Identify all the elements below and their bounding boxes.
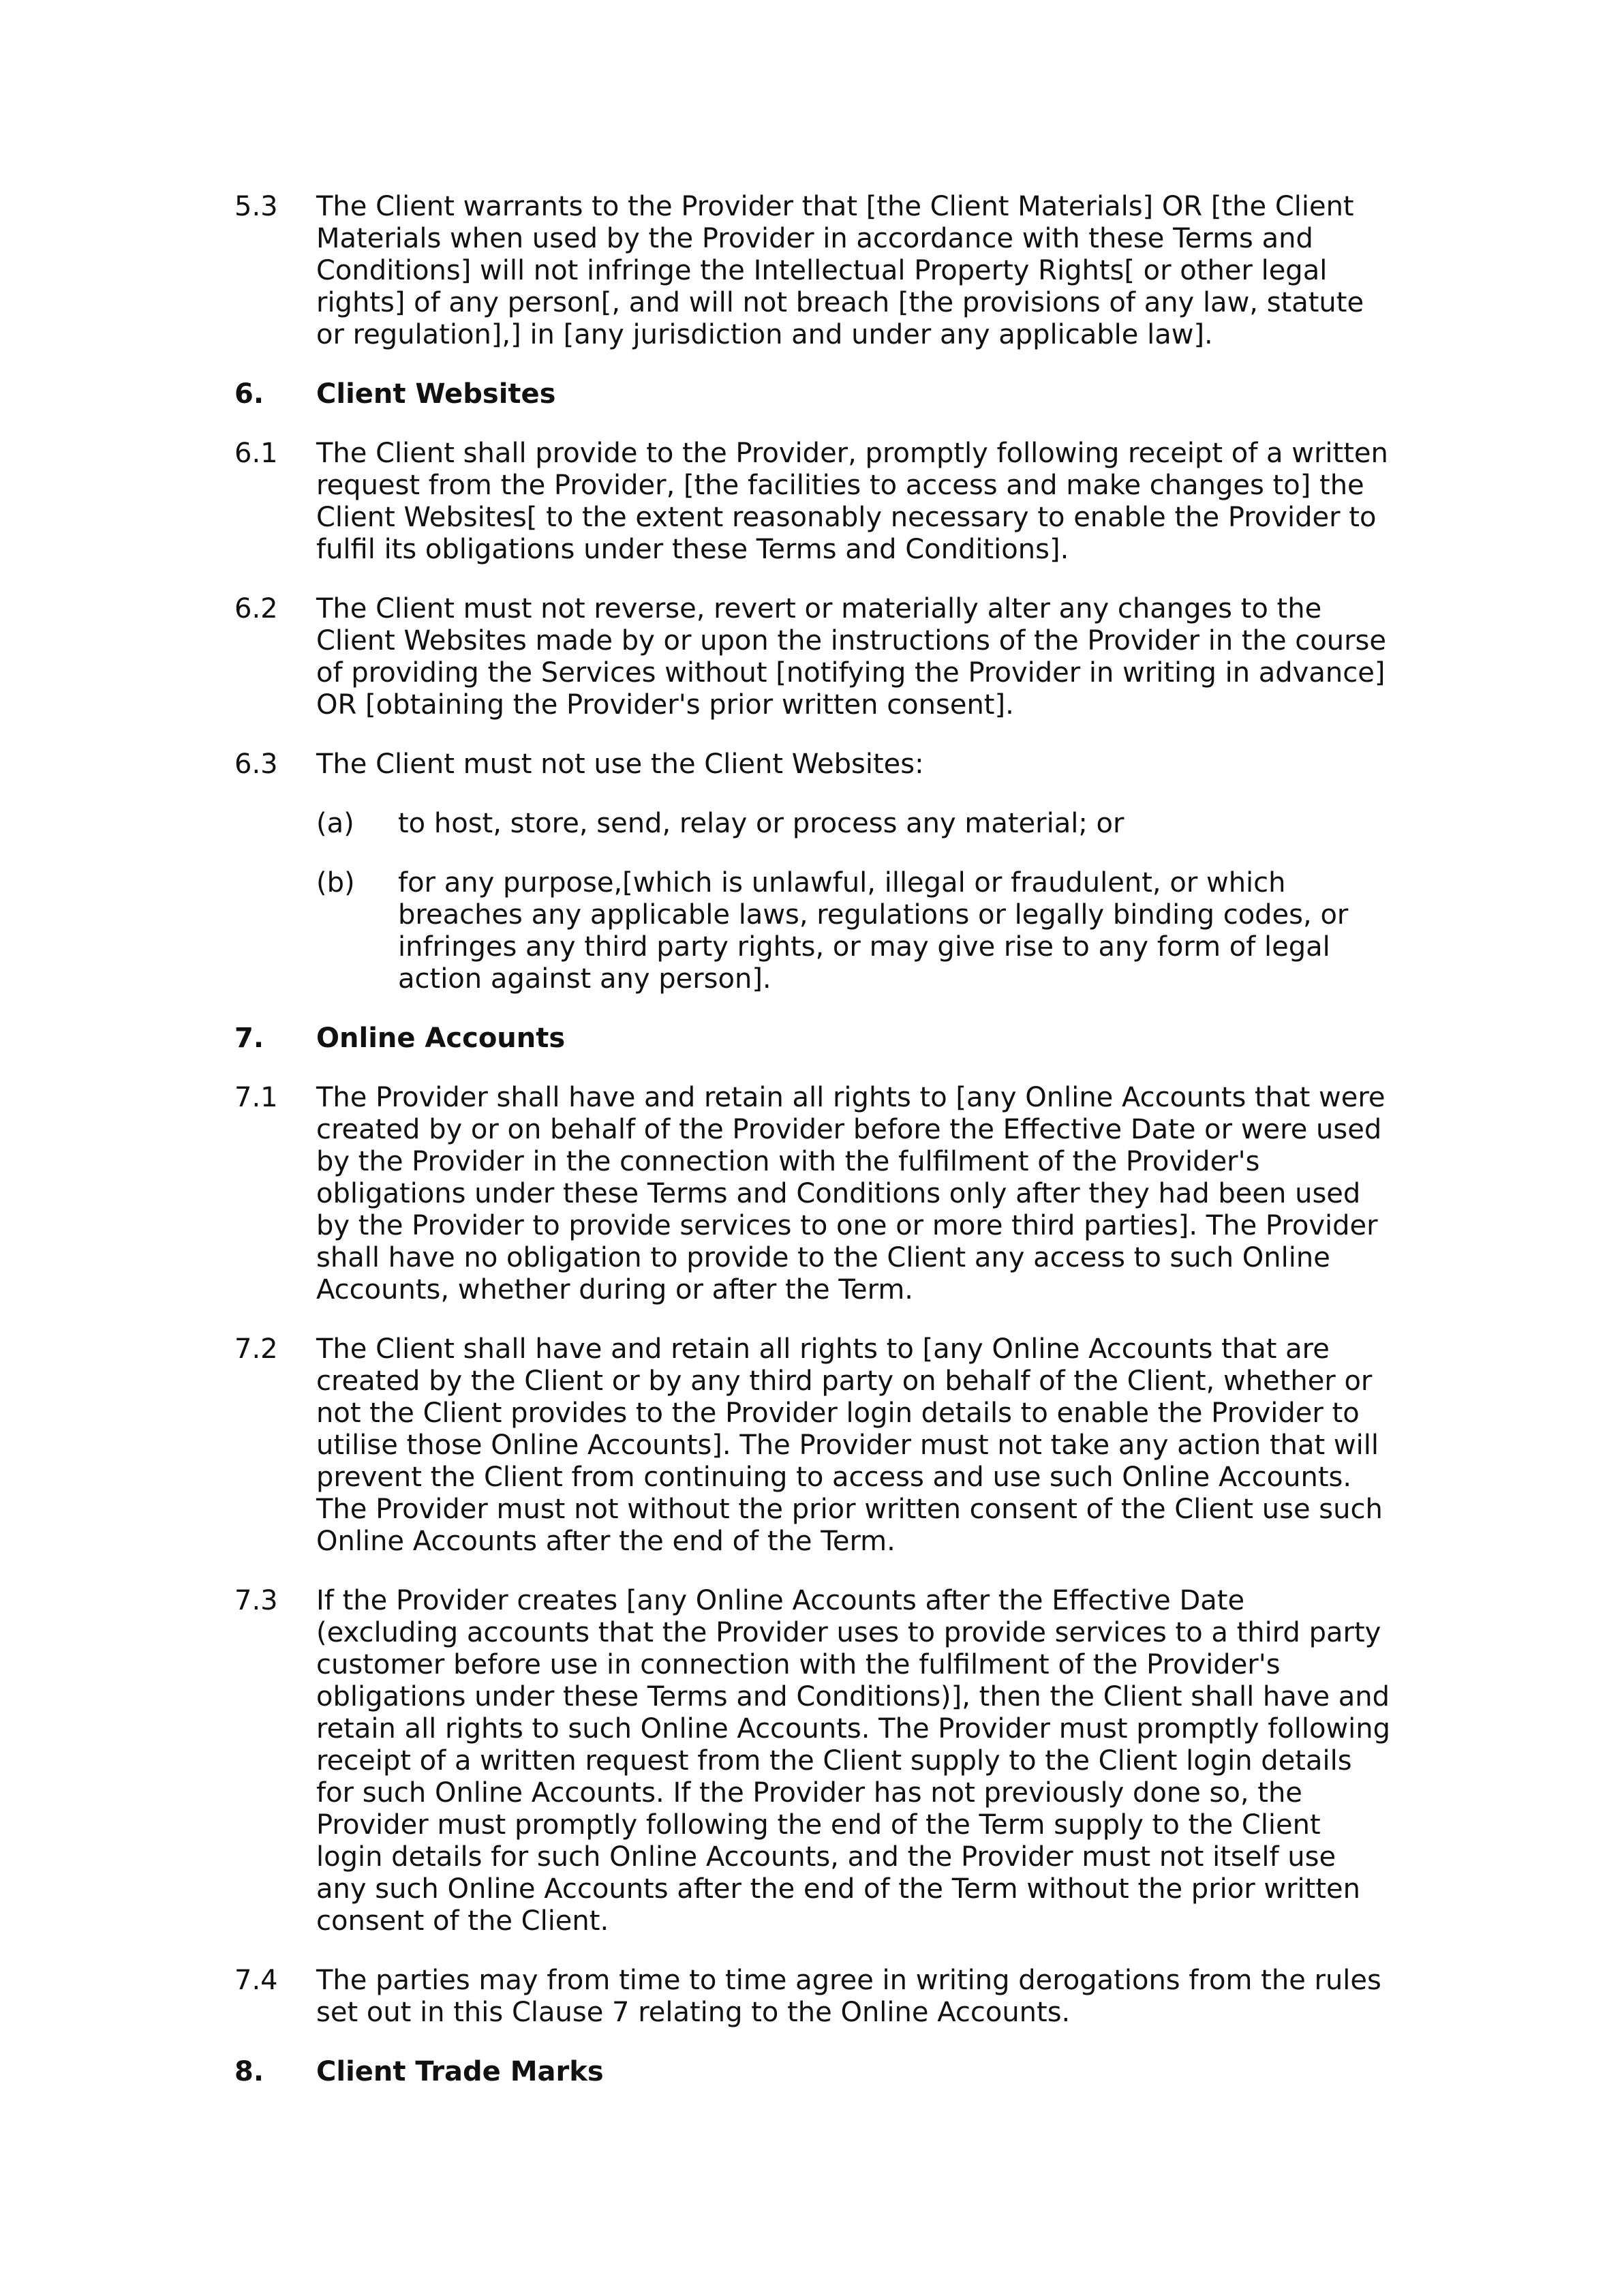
clause-6-3 <box>234 749 1407 781</box>
clause-number: 7.1 <box>234 1082 278 1113</box>
clause-5-3 <box>234 191 1407 351</box>
clause-6-3-b <box>316 867 1407 995</box>
clause-text: The Provider shall have and retain all rights to [any Online Accounts that were created by or on behalf of the Provider before the Effective Date or were used by the Provider in the connection with the fulfilment of the Provider's obligations under these Terms and Conditions only after they had been used by the Provider to provide services to one or more third parties]. The Provider shall have no obligation to provide to the Client any access to such Online Accounts, whether during or after the Term. <box>316 1082 1386 1305</box>
clause-7-3 <box>234 1585 1407 1937</box>
section-heading-8 <box>234 2056 1407 2088</box>
clause-number: 6.3 <box>234 749 278 780</box>
clause-text: The Client must not reverse, revert or materially alter any changes to the Client Websites made by or upon the instructions of the Provider in the course of providing the Services without [notifying the Provider in writing in advance] OR [obtaining the Provider's prior written consent]. <box>316 593 1386 721</box>
clause-text: The Client must not use the Client Websites: <box>316 749 924 780</box>
clause-6-3-a <box>316 808 1407 840</box>
clause-number: 6.2 <box>234 593 278 624</box>
clause-7-2 <box>234 1333 1407 1558</box>
clause-text: The parties may from time to time agree in writing derogations from the rules set out in this Clause 7 relating to the Online Accounts. <box>316 1965 1381 2028</box>
clause-text: If the Provider creates [any Online Accounts after the Effective Date (excluding accounts that the Provider uses to provide services to a third party customer before use in connection with the fulfilment of the Provider's obligations under these Terms and Conditions)], then the Client shall have and retain all rights to such Online Accounts. The Provider must promptly following receipt of a written request from the Client supply to the Client login details for such Online Accounts. If the Provider has not previously done so, the Provider must promptly following the end of the Term supply to the Client login details for such Online Accounts, and the Provider must not itself use any such Online Accounts after the end of the Term without the prior written consent of the Client. <box>316 1585 1391 1937</box>
clause-text: The Client shall provide to the Provider, promptly following receipt of a written request from the Provider, [the facilities to access and make changes to] the Client Websites[ to the extent reasonably necessary to enable the Provider to fulfil its obligations under these Terms and Conditions]. <box>316 438 1388 565</box>
clause-text: The Client shall have and retain all rights to [any Online Accounts that are created by the Client or by any third party on behalf of the Client, whether or not the Client provides to the Provider login details to enable the Provider to utilise those Online Accounts]. The Provider must not take any action that will prevent the Client from continuing to access and use such Online Accounts. The Provider must not without the prior written consent of the Client use such Online Accounts after the end of the Term. <box>316 1333 1383 1557</box>
clause-text: The Client warrants to the Provider that [the Client Materials] OR [the Client Materials when used by the Provider in accordance with these Terms and Conditions] will not infringe the Intellectual Property Rights[ or other legal rights] of any person[, and will not breach [the provisions of any law, statute or regulation],] in [any jurisdiction and under any applicable law]. <box>316 191 1364 350</box>
clause-7-4 <box>234 1965 1407 2029</box>
clause-number: 7.2 <box>234 1333 278 1365</box>
clause-number: 6.1 <box>234 438 278 469</box>
subclause-letter: (b) <box>316 867 355 898</box>
section-heading-7 <box>234 1023 1407 1055</box>
subclause-text: for any purpose,[which is unlawful, illegal or fraudulent, or which breaches any applicable laws, regulations or legally binding codes, or infringes any third party rights, or may give rise to any form of legal action against any person]. <box>398 867 1349 995</box>
subclause-text: to host, store, send, relay or process any material; or <box>398 808 1124 839</box>
section-title: Online Accounts <box>316 1023 566 1054</box>
section-title: Client Trade Marks <box>316 2056 604 2087</box>
section-heading-6 <box>234 378 1407 410</box>
clause-6-2 <box>234 593 1407 721</box>
section-number: 6. <box>234 378 264 410</box>
clause-6-1 <box>234 438 1407 566</box>
subclause-letter: (a) <box>316 808 354 839</box>
section-title: Client Websites <box>316 378 556 410</box>
section-number: 8. <box>234 2056 264 2087</box>
document-page <box>234 191 1407 2115</box>
clause-7-1 <box>234 1082 1407 1306</box>
section-number: 7. <box>234 1023 264 1054</box>
clause-number: 5.3 <box>234 191 278 222</box>
clause-number: 7.4 <box>234 1965 278 1996</box>
clause-number: 7.3 <box>234 1585 278 1616</box>
